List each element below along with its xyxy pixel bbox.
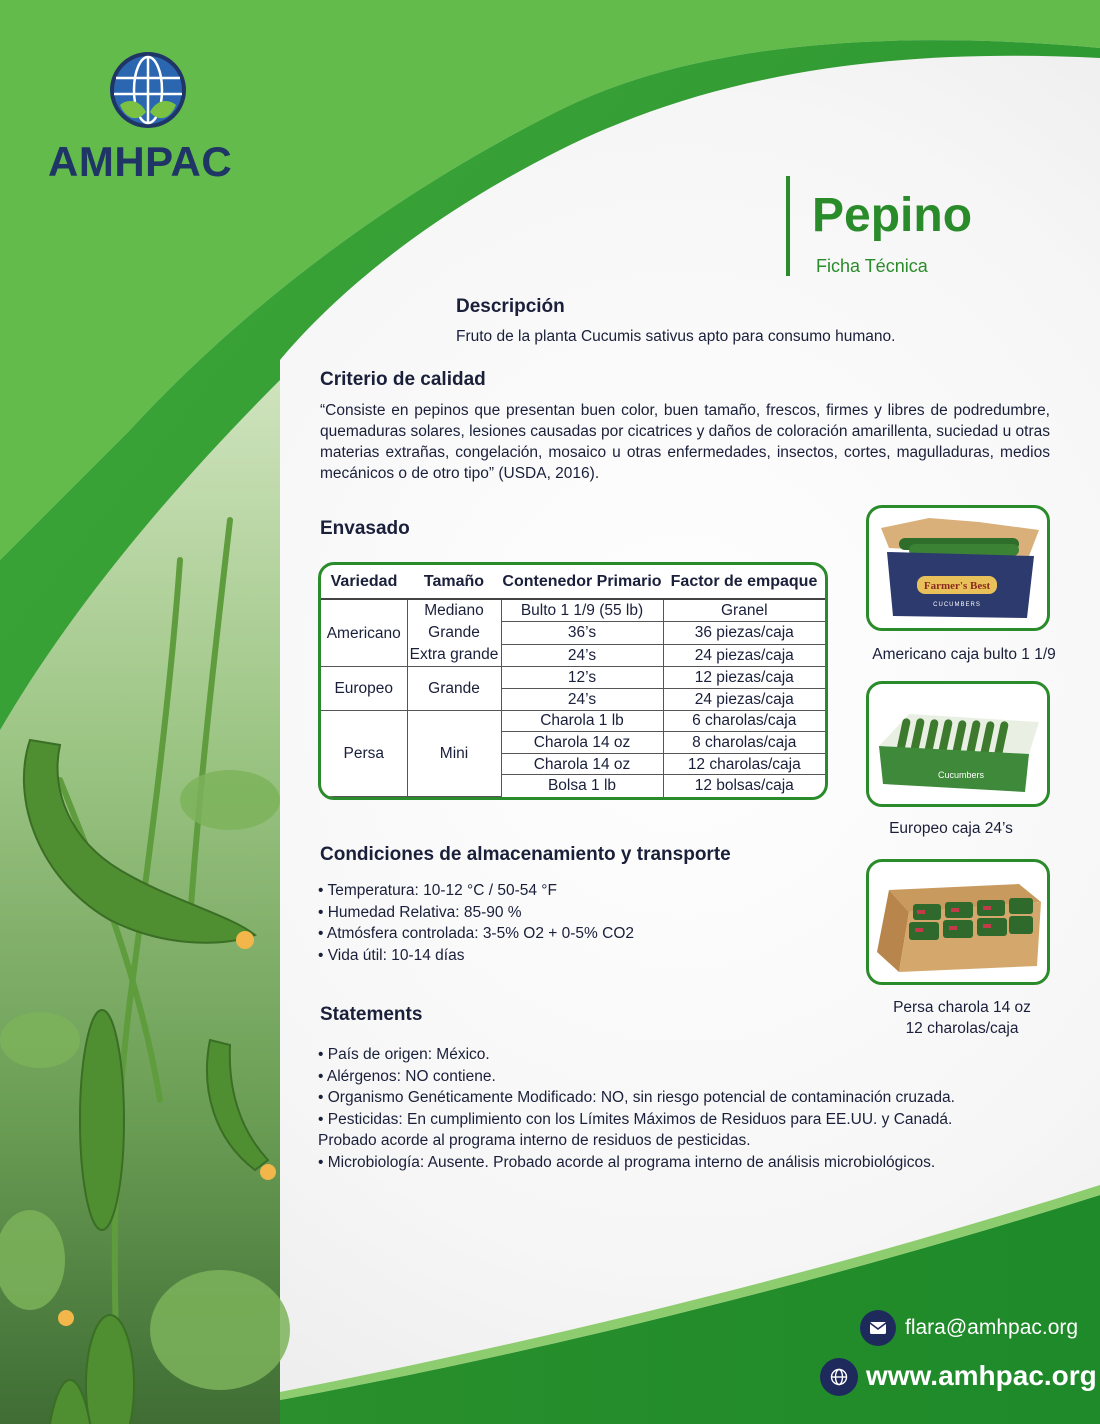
photo-europeo-box xyxy=(866,681,1050,807)
column-header: Variedad xyxy=(321,565,407,599)
factor-cell: Granel xyxy=(663,599,825,622)
list-item: • Temperatura: 10-12 °C / 50-54 °F xyxy=(318,882,557,899)
statements-heading: Statements xyxy=(320,1004,423,1025)
almacenamiento-heading: Condiciones de almacenamiento y transporte xyxy=(320,844,731,865)
factor-cell: 12 charolas/caja xyxy=(663,753,825,775)
factor-cell: 12 piezas/caja xyxy=(663,667,825,689)
almacenamiento-list xyxy=(318,880,634,966)
envasado-table xyxy=(318,562,828,800)
photo-persa-box xyxy=(866,859,1050,985)
list-item: • Pesticidas: En cumplimiento con los Límites Máximos de Residuos para EE.UU. y Canadá. xyxy=(318,1110,953,1128)
tamano-cell: Grande xyxy=(407,667,501,710)
amhpac-logo xyxy=(48,50,248,140)
variedad-cell: Americano xyxy=(321,599,407,667)
tamano-cell: Mini xyxy=(407,710,501,796)
contenedor-cell: 24’s xyxy=(501,688,663,710)
list-item: • Humedad Relativa: 85-90 % xyxy=(318,903,522,921)
column-header: Factor de empaque xyxy=(663,565,825,599)
descripcion-text: Fruto de la planta Cucumis sativus apto para consumo humano. xyxy=(456,328,896,345)
factor-cell: 6 charolas/caja xyxy=(663,710,825,732)
contenedor-cell: Bulto 1 1/9 (55 lb) xyxy=(501,599,663,622)
variedad-cell: Europeo xyxy=(321,667,407,710)
column-header: Contenedor Primario xyxy=(501,565,663,599)
statements-list xyxy=(318,1044,955,1173)
tamano-value: Mediano xyxy=(424,602,484,620)
calidad-text: “Consiste en pepinos que presentan buen color, buen tamaño, frescos, firmes y libres de podredumbre, quemaduras solares, lesiones causadas por cicatrices y daños de coloración amarillenta, suciedad u otras materias extrañas, congelación, mosaico u otras enfermedades, insectos, cortes, magulladuras, medios mecánicos o de otro tipo” (USDA, 2016). xyxy=(320,402,1050,482)
page-subtitle: Ficha Técnica xyxy=(816,256,928,276)
table-row xyxy=(321,599,825,622)
list-item: Probado acorde al programa interno de residuos de pesticidas. xyxy=(318,1132,751,1149)
factor-cell: 24 piezas/caja xyxy=(663,688,825,710)
table-row xyxy=(321,667,825,689)
envasado-heading: Envasado xyxy=(320,518,410,539)
globe-icon xyxy=(820,1358,858,1396)
europeo-box-image xyxy=(869,684,1047,804)
email-icon xyxy=(860,1310,896,1346)
list-item: • Organismo Genéticamente Modificado: NO, sin riesgo potencial de contaminación cruzada. xyxy=(318,1089,955,1106)
page-title: Pepino xyxy=(812,189,973,242)
factor-cell: 12 bolsas/caja xyxy=(663,775,825,797)
photo-caption: Europeo caja 24’s xyxy=(889,820,1013,837)
descripcion-heading: Descripción xyxy=(456,296,565,317)
photo-caption: Americano caja bulto 1 1/9 xyxy=(872,646,1056,663)
table-header-row xyxy=(321,565,825,599)
factor-cell: 24 piezas/caja xyxy=(663,644,825,667)
box-label-text: Cucumbers xyxy=(937,770,985,780)
web-icon xyxy=(830,1368,848,1386)
brand-name: AMHPAC xyxy=(48,138,233,185)
variedad-cell: Persa xyxy=(321,710,407,796)
persa-box-image xyxy=(869,862,1047,982)
calidad-heading: Criterio de calidad xyxy=(320,369,486,390)
contenedor-cell: 12’s xyxy=(501,667,663,689)
factor-cell: 36 piezas/caja xyxy=(663,622,825,645)
list-item: • País de origen: México. xyxy=(318,1046,490,1063)
contenedor-cell: Charola 14 oz xyxy=(501,732,663,754)
contenedor-cell: Charola 1 lb xyxy=(501,710,663,732)
list-item: • Microbiología: Ausente. Probado acorde al programa interno de análisis microbiológicos. xyxy=(318,1153,936,1171)
box-brand-text: Farmer's Best xyxy=(923,580,991,592)
email-link[interactable]: flara@amhpac.org xyxy=(905,1316,1079,1339)
photo-caption-line: Persa charola 14 oz xyxy=(893,999,1031,1016)
title-accent-bar xyxy=(786,176,790,276)
website-link[interactable]: www.amhpac.org xyxy=(866,1360,1097,1391)
list-item: • Vida útil: 10-14 días xyxy=(318,946,465,964)
factor-cell: 8 charolas/caja xyxy=(663,732,825,754)
list-item: • Alérgenos: NO contiene. xyxy=(318,1067,496,1085)
box-label-text: CUCUMBERS xyxy=(933,602,981,608)
contenedor-cell: Charola 14 oz xyxy=(501,753,663,775)
contenedor-cell: 24’s xyxy=(501,644,663,667)
tamano-value: Grande xyxy=(428,624,480,642)
photo-caption-line: 12 charolas/caja xyxy=(905,1020,1019,1037)
photo-americano-box xyxy=(866,505,1050,631)
list-item: • Atmósfera controlada: 3-5% O2 + 0-5% CO2 xyxy=(318,925,635,942)
table-row xyxy=(321,710,825,732)
contenedor-cell: 36’s xyxy=(501,622,663,645)
photo-caption xyxy=(866,997,1058,1039)
column-header: Tamaño xyxy=(407,565,501,599)
tamano-cell xyxy=(407,599,501,667)
tamano-value: Extra grande xyxy=(409,646,499,664)
contenedor-cell: Bolsa 1 lb xyxy=(501,775,663,797)
envelope-icon xyxy=(869,1321,887,1335)
americano-box-image xyxy=(869,508,1047,628)
